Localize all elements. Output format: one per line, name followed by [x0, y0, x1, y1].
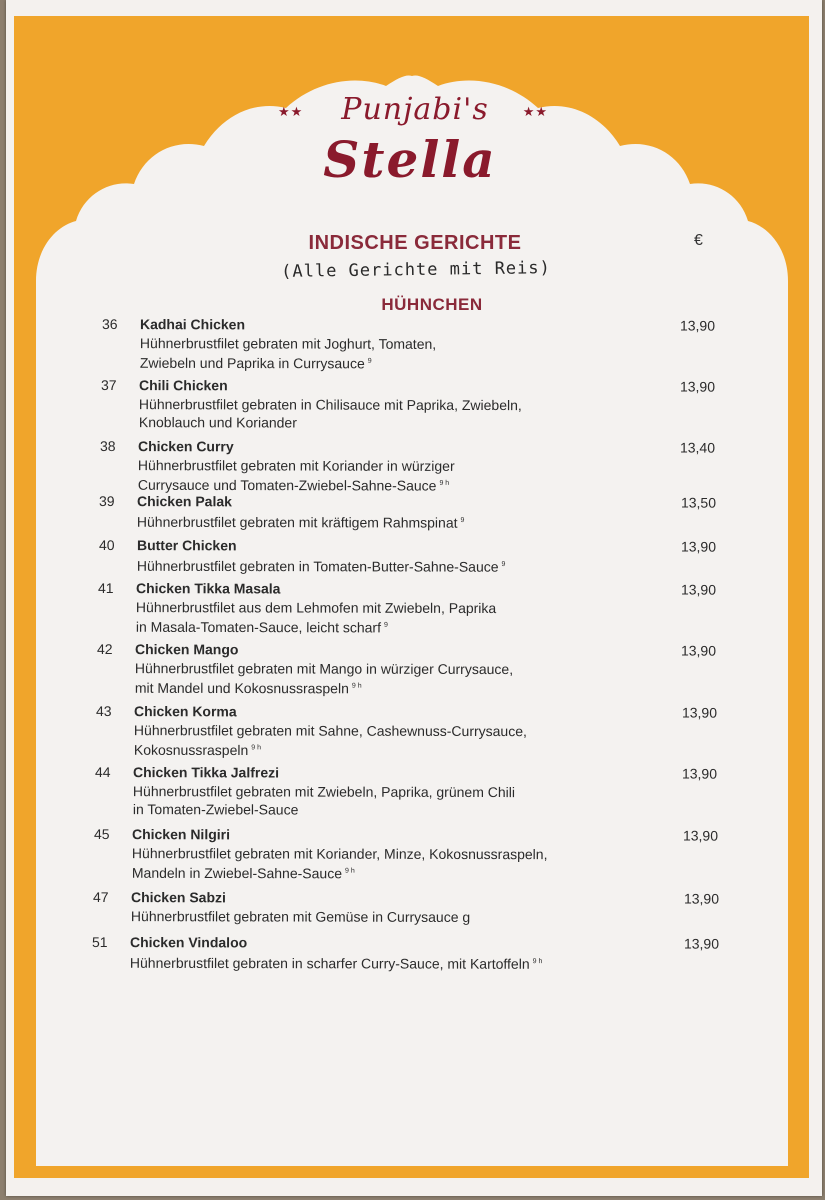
item-name: Chicken Curry — [137, 438, 234, 455]
currency-label: € — [694, 232, 703, 249]
item-number: 51 — [91, 934, 108, 951]
item-name: Kadhai Chicken — [139, 316, 246, 333]
logo-line2: Stella — [323, 130, 497, 189]
description-line: Hühnerbrustfilet gebraten mit Gemüse in Currysauce g — [130, 908, 471, 925]
item-price: 13,90 — [680, 538, 717, 555]
description-line: Hühnerbrustfilet gebraten in scharfer Curry-Sauce, mit Kartoffeln $^{9 h}$ — [129, 954, 543, 972]
allergen-code: 9 — [367, 357, 372, 365]
description-line: Hühnerbrustfilet gebraten mit Koriander in würziger — [137, 457, 455, 474]
item-number: 47 — [92, 889, 109, 906]
item-number: 36 — [101, 316, 118, 333]
allergen-code: 9 h — [351, 682, 362, 690]
item-price: 13,90 — [683, 890, 720, 907]
item-price: 13,90 — [679, 317, 716, 334]
handwritten-note: (Alle Gerichte mit Reis) — [281, 258, 551, 282]
item-number: 40 — [98, 537, 115, 554]
item-number: 43 — [95, 703, 112, 720]
description-line: Mandeln in Zwiebel-Sahne-Sauce $^{9 h}$ — [131, 864, 355, 882]
description-line: Hühnerbrustfilet gebraten mit Mango in würziger Currysauce, — [134, 660, 514, 678]
star-ornament-icon: ★★ — [278, 104, 304, 119]
item-name: Chicken Nilgiri — [131, 826, 231, 843]
item-description — [139, 395, 619, 432]
description-line: Hühnerbrustfilet gebraten mit Joghurt, Tomaten, — [139, 335, 437, 352]
item-name: Chicken Mango — [134, 641, 239, 658]
item-description — [137, 511, 617, 532]
description-line: mit Mandel und Kokosnussraspeln $^{9 h}$ — [134, 679, 362, 697]
item-name: Chicken Sabzi — [130, 889, 226, 906]
item-name: Chili Chicken — [138, 377, 228, 394]
item-price: 13,90 — [680, 642, 717, 659]
allergen-code: 9 — [383, 621, 388, 629]
item-number: 37 — [100, 377, 117, 394]
description-line: in Masala-Tomaten-Sauce, leicht scharf $^9$ — [135, 618, 388, 636]
item-description — [132, 844, 612, 883]
description-line: Currysauce und Tomaten-Zwiebel-Sahne-Sauce $^{9 h}$ — [137, 476, 450, 494]
item-number: 38 — [99, 438, 116, 455]
menu-section-title: INDISCHE GERICHTE — [308, 232, 522, 254]
item-price: 13,40 — [679, 439, 716, 456]
item-name: Chicken Korma — [133, 703, 237, 720]
description-line: Hühnerbrustfilet gebraten mit Koriander, Minze, Kokosnussraspeln, — [131, 845, 548, 863]
item-number: 41 — [97, 580, 114, 597]
item-name: Chicken Vindaloo — [129, 934, 248, 951]
allergen-code: 9 h — [439, 479, 450, 487]
item-description — [137, 555, 617, 576]
item-number: 45 — [93, 826, 110, 843]
item-number: 39 — [98, 493, 115, 510]
item-description — [136, 598, 616, 637]
allergen-code: 9 h — [344, 867, 355, 875]
allergen-code: 9 h — [532, 958, 543, 966]
item-price: 13,50 — [680, 494, 717, 511]
item-name: Chicken Tikka Jalfrezi — [132, 764, 280, 781]
allergen-code: 9 h — [251, 744, 262, 752]
item-price: 13,90 — [681, 765, 718, 782]
item-description — [130, 952, 610, 973]
description-line: Hühnerbrustfilet gebraten in Chilisauce mit Paprika, Zwiebeln, — [138, 396, 522, 414]
description-line: Hühnerbrustfilet aus dem Lehmofen mit Zwiebeln, Paprika — [135, 599, 497, 617]
description-line: Hühnerbrustfilet gebraten mit Zwiebeln, Paprika, grünem Chili — [132, 783, 516, 801]
item-description — [134, 721, 614, 760]
item-name: Chicken Palak — [136, 493, 232, 510]
description-line: Hühnerbrustfilet gebraten mit Sahne, Cashewnuss-Currysauce, — [133, 722, 527, 740]
item-price: 13,90 — [683, 935, 720, 952]
star-ornament-icon: ★★ — [522, 104, 548, 119]
item-description — [140, 334, 620, 373]
item-price: 13,90 — [680, 581, 717, 598]
item-number: 42 — [96, 641, 113, 658]
subsection-title: HÜHNCHEN — [381, 295, 483, 314]
description-line: Hühnerbrustfilet gebraten mit kräftigem Rahmspinat $^9$ — [136, 513, 465, 531]
item-price: 13,90 — [681, 704, 718, 721]
item-price: 13,90 — [682, 827, 719, 844]
description-line: Kokosnussraspeln $^{9 h}$ — [133, 741, 262, 759]
allergen-code: 9 — [501, 561, 506, 569]
item-number: 44 — [94, 764, 111, 781]
item-price: 13,90 — [679, 378, 716, 395]
item-description — [138, 456, 618, 495]
allergen-code: 9 — [460, 516, 465, 524]
item-name: Butter Chicken — [136, 537, 237, 554]
description-line: in Tomaten-Zwiebel-Sauce — [132, 801, 299, 818]
item-description — [135, 659, 615, 698]
description-line: Hühnerbrustfilet gebraten in Tomaten-Butter-Sahne-Sauce $^9$ — [136, 557, 506, 575]
restaurant-logo — [278, 92, 548, 202]
item-name: Chicken Tikka Masala — [135, 580, 281, 597]
item-description — [133, 782, 613, 819]
description-line: Knoblauch und Koriander — [138, 414, 297, 431]
description-line: Zwiebeln und Paprika in Currysauce $^9$ — [139, 354, 372, 372]
logo-line1: Punjabi's — [341, 92, 489, 127]
item-description — [131, 907, 611, 926]
